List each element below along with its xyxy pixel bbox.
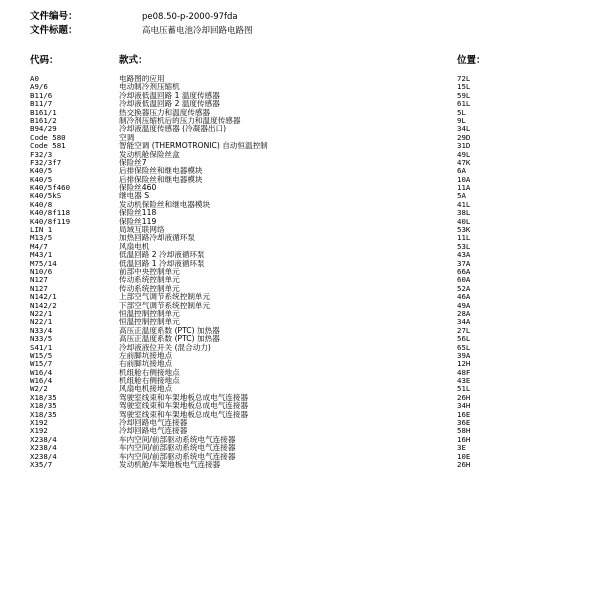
component-position: 56L — [457, 334, 471, 344]
component-code: B161/1 — [30, 107, 57, 117]
table-row — [0, 134, 600, 142]
component-code: M4/7 — [30, 241, 48, 251]
component-code: X192 — [30, 418, 48, 428]
component-description: 驾驶室线束和车架地板总成电气连接器 — [119, 392, 249, 402]
table-row — [0, 142, 600, 150]
component-code: X238/4 — [30, 451, 57, 461]
component-position: 27L — [457, 325, 471, 335]
component-code: W16/4 — [30, 376, 53, 386]
table-row — [0, 369, 600, 377]
component-description: 保险丝460 — [119, 183, 157, 193]
doc-number-value: pe08.50-p-2000-97fda — [142, 12, 238, 22]
component-code: A9/6 — [30, 82, 48, 92]
component-position: 52A — [457, 283, 471, 293]
table-row — [0, 293, 600, 301]
component-code: B94/29 — [30, 124, 57, 134]
component-code: Code 580 — [30, 132, 66, 142]
component-code: X192 — [30, 426, 48, 436]
component-code: N10/6 — [30, 266, 53, 276]
component-description: 风扇电机接地点 — [119, 384, 173, 394]
table-row — [0, 335, 600, 343]
component-code: W15/5 — [30, 350, 53, 360]
component-code: W15/7 — [30, 359, 53, 369]
component-description: 机组舱右侧接地点 — [119, 376, 180, 386]
component-description: 低温回路 2 冷却液循环泵 — [119, 250, 205, 260]
component-code: K40/5 — [30, 174, 53, 184]
component-code: M43/1 — [30, 250, 53, 260]
component-description: 制冷剂压缩机后的压力和温度传感器 — [119, 115, 241, 125]
component-code: N142/2 — [30, 300, 57, 310]
table-row — [0, 218, 600, 226]
component-position: 3E — [457, 443, 466, 453]
component-position: 26H — [457, 392, 471, 402]
component-position: 11A — [457, 183, 471, 193]
table-row — [0, 444, 600, 452]
component-code: X238/4 — [30, 434, 57, 444]
component-description: 继电器 S — [119, 191, 150, 201]
component-code: B11/6 — [30, 90, 53, 100]
table-row — [0, 377, 600, 385]
table-row — [0, 243, 600, 251]
component-description: 左前脚坑接地点 — [119, 350, 173, 360]
table-row — [0, 184, 600, 192]
table-row — [0, 352, 600, 360]
component-description: 冷却回路电气连接器 — [119, 418, 188, 428]
table-row — [0, 310, 600, 318]
component-position: 5A — [457, 191, 466, 201]
table-row — [0, 344, 600, 352]
table-row — [0, 251, 600, 259]
table-row — [0, 75, 600, 83]
component-description: 传动系统控制单元 — [119, 283, 180, 293]
table-row — [0, 109, 600, 117]
table-row — [0, 419, 600, 427]
component-position: 43E — [457, 376, 471, 386]
component-position: 37A — [457, 258, 471, 268]
component-code: Code 581 — [30, 141, 66, 151]
component-code: X35/7 — [30, 459, 53, 469]
component-code: B11/7 — [30, 99, 53, 109]
component-description: 保险丝118 — [119, 208, 157, 218]
component-description: 车内空间/前部驱动系统电气连接器 — [119, 443, 236, 453]
component-description: 冷却回路电气连接器 — [119, 426, 188, 436]
component-position: 49A — [457, 300, 471, 310]
table-row — [0, 260, 600, 268]
component-position: 26H — [457, 459, 471, 469]
component-position: 12H — [457, 359, 471, 369]
component-position: 53L — [457, 241, 471, 251]
component-position: 36E — [457, 418, 471, 428]
table-row — [0, 209, 600, 217]
table-row — [0, 461, 600, 469]
table-row — [0, 285, 600, 293]
table-header — [0, 55, 600, 67]
component-code: X18/35 — [30, 409, 57, 419]
component-description: 保险丝7 — [119, 157, 147, 167]
doc-title-label: 文件标题： — [30, 25, 78, 36]
component-code: X18/35 — [30, 401, 57, 411]
component-code: K40/8 — [30, 199, 53, 209]
table-row — [0, 318, 600, 326]
component-position: 31D — [457, 141, 471, 151]
component-position: 16E — [457, 409, 471, 419]
component-description: 发动机舱/车架地板电气连接器 — [119, 459, 221, 469]
component-code: F32/3 — [30, 149, 53, 159]
component-position: 40L — [457, 216, 471, 226]
component-description: 低温回路 1 冷却液循环泵 — [119, 258, 205, 268]
component-description: 发动机保险丝和继电器模块 — [119, 199, 211, 209]
component-table — [0, 75, 600, 600]
component-code: B161/2 — [30, 115, 57, 125]
component-code: N33/4 — [30, 325, 53, 335]
column-header-code: 代码： — [30, 55, 59, 66]
table-row — [0, 402, 600, 410]
component-description: 冷却液低温回路 1 温度传感器 — [119, 90, 220, 100]
component-description: 电路图的应用 — [119, 75, 165, 83]
component-description: 冷却液温度传感器 (冷凝器出口) — [119, 124, 227, 134]
component-code: K40/8f118 — [30, 208, 71, 218]
component-description: 上部空气调节系统控制单元 — [119, 292, 211, 302]
component-description: 冷却液液位开关 (混合动力) — [119, 342, 211, 352]
component-description: 恒温控制控制单元 — [119, 317, 180, 327]
table-row — [0, 100, 600, 108]
table-row — [0, 151, 600, 159]
component-description: 前部中央控制单元 — [119, 266, 180, 276]
component-code: LIN 1 — [30, 225, 53, 235]
column-header-position: 位置： — [457, 55, 486, 66]
component-position: 34A — [457, 317, 471, 327]
component-code: W2/2 — [30, 384, 48, 394]
table-row — [0, 167, 600, 175]
component-code: A0 — [30, 75, 39, 83]
component-description: 高压正温度系数 (PTC) 加热器 — [119, 334, 220, 344]
component-description: 驾驶室线束和车架地板总成电气连接器 — [119, 401, 249, 411]
component-description: 恒温控制控制单元 — [119, 308, 180, 318]
component-code: N22/1 — [30, 308, 53, 318]
component-code: N142/1 — [30, 292, 57, 302]
component-position: 10A — [457, 174, 471, 184]
component-position: 65L — [457, 342, 471, 352]
component-description: 车内空间/前部驱动系统电气连接器 — [119, 434, 236, 444]
component-code: X238/4 — [30, 443, 57, 453]
component-position: 72L — [457, 75, 471, 83]
table-row — [0, 125, 600, 133]
component-position: 39A — [457, 350, 471, 360]
component-position: 61L — [457, 99, 471, 109]
component-description: 局域互联网络 — [119, 225, 165, 235]
component-description: 后排保险丝和继电器模块 — [119, 174, 203, 184]
component-position: 16H — [457, 434, 471, 444]
component-position: 53K — [457, 225, 471, 235]
component-position: 11L — [457, 233, 471, 243]
component-description: 下部空气调节系统控制单元 — [119, 300, 211, 310]
component-code: K40/5f460 — [30, 183, 71, 193]
column-header-description: 款式： — [119, 55, 148, 66]
component-position: 5L — [457, 107, 466, 117]
component-code: K40/8f119 — [30, 216, 71, 226]
component-code: S41/1 — [30, 342, 53, 352]
component-description: 加热回路冷却液循环泵 — [119, 233, 195, 243]
component-code: N33/5 — [30, 334, 53, 344]
component-position: 60A — [457, 275, 471, 285]
component-code: W16/4 — [30, 367, 53, 377]
table-row — [0, 83, 600, 91]
doc-number-label: 文件编号： — [30, 11, 78, 22]
table-row — [0, 234, 600, 242]
component-description: 右前脚坑接地点 — [119, 359, 173, 369]
component-description: 驾驶室线束和车架地板总成电气连接器 — [119, 409, 249, 419]
component-description: 保险丝119 — [119, 216, 157, 226]
table-row — [0, 302, 600, 310]
table-row — [0, 176, 600, 184]
component-position: 10E — [457, 451, 471, 461]
component-position: 34L — [457, 124, 471, 134]
component-position: 43A — [457, 250, 471, 260]
component-description: 发动机舱保险丝盒 — [119, 149, 180, 159]
table-row — [0, 201, 600, 209]
component-description: 电动制冷剂压缩机 — [119, 82, 180, 92]
table-row — [0, 453, 600, 461]
component-position: 59L — [457, 90, 471, 100]
table-row — [0, 385, 600, 393]
component-position: 38L — [457, 208, 471, 218]
table-row — [0, 436, 600, 444]
component-description: 冷却液低温回路 2 温度传感器 — [119, 99, 220, 109]
component-position: 28A — [457, 308, 471, 318]
table-row — [0, 327, 600, 335]
table-row — [0, 276, 600, 284]
component-code: F32/3f7 — [30, 157, 62, 167]
component-description: 车内空间/前部驱动系统电气连接器 — [119, 451, 236, 461]
component-position: 6A — [457, 166, 466, 176]
component-position: 41L — [457, 199, 471, 209]
component-code: N127 — [30, 283, 48, 293]
component-description: 后排保险丝和继电器模块 — [119, 166, 203, 176]
component-code: K40/5kS — [30, 191, 62, 201]
component-description: 热交换器压力和温度传感器 — [119, 107, 211, 117]
table-row — [0, 226, 600, 234]
component-code: X18/35 — [30, 392, 57, 402]
table-row — [0, 360, 600, 368]
component-description: 高压正温度系数 (PTC) 加热器 — [119, 325, 220, 335]
doc-title-value: 高电压蓄电池冷却回路电路图 — [142, 26, 253, 36]
table-row — [0, 411, 600, 419]
component-position: 48F — [457, 367, 471, 377]
component-position: 9L — [457, 115, 466, 125]
component-code: M75/14 — [30, 258, 57, 268]
component-position: 51L — [457, 384, 471, 394]
component-code: N127 — [30, 275, 48, 285]
component-position: 15L — [457, 82, 471, 92]
component-position: 66A — [457, 266, 471, 276]
component-description: 智能空调 (THERMOTRONIC) 自动恒温控制 — [119, 141, 268, 151]
component-description: 风扇电机 — [119, 241, 150, 251]
component-code: M13/5 — [30, 233, 53, 243]
table-row — [0, 159, 600, 167]
component-code: K40/5 — [30, 166, 53, 176]
table-row — [0, 268, 600, 276]
component-position: 49L — [457, 149, 471, 159]
component-description: 机组舱右侧接地点 — [119, 367, 180, 377]
component-code: N22/1 — [30, 317, 53, 327]
component-description: 空调 — [119, 132, 135, 142]
component-description: 传动系统控制单元 — [119, 275, 180, 285]
table-row — [0, 192, 600, 200]
component-position: 58H — [457, 426, 471, 436]
table-row — [0, 394, 600, 402]
table-row — [0, 92, 600, 100]
component-position: 29D — [457, 132, 471, 142]
component-position: 34H — [457, 401, 471, 411]
table-row — [0, 117, 600, 125]
component-position: 47K — [457, 157, 471, 167]
table-row — [0, 427, 600, 435]
component-position: 46A — [457, 292, 471, 302]
